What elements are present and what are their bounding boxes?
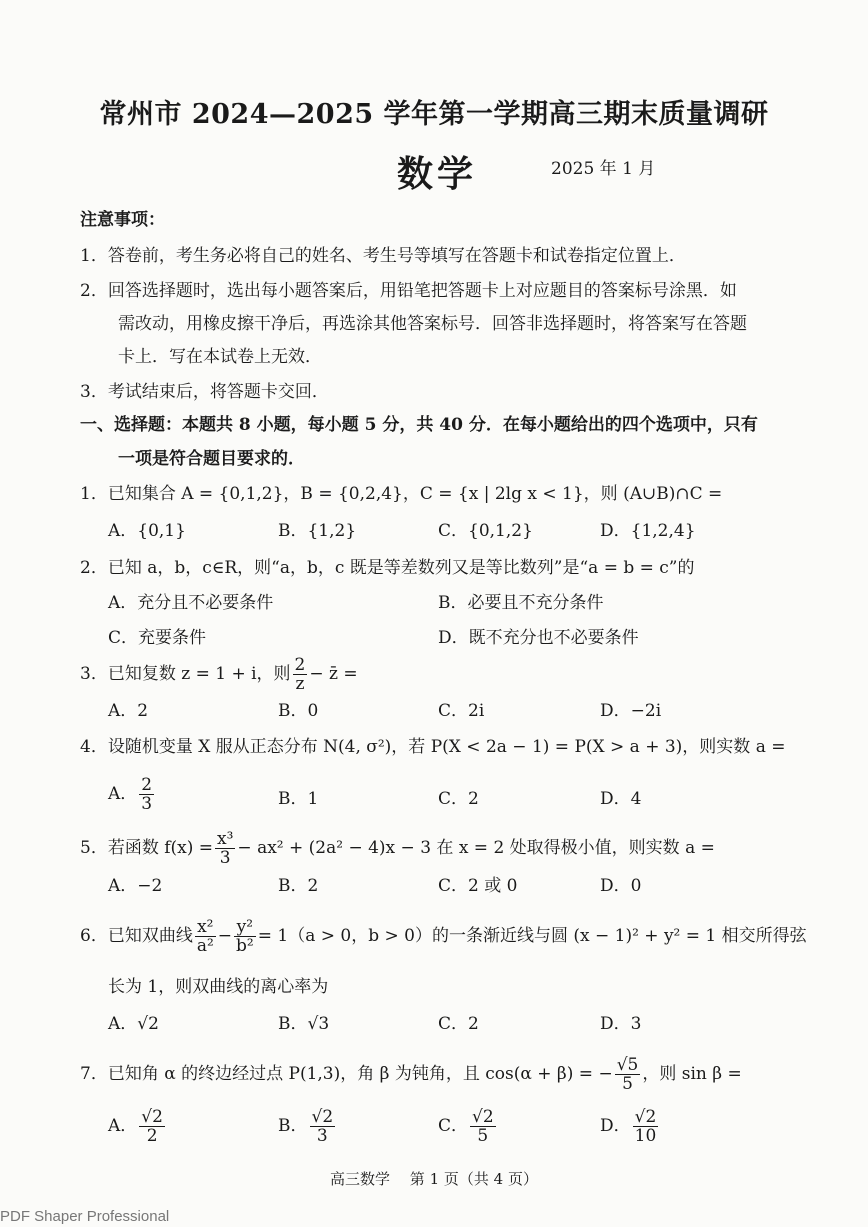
notice-heading: 注意事项： [80, 210, 165, 230]
notice-item-1: 1．答卷前，考生务必将自己的姓名、考生号等填写在答题卡和试卷指定位置上． [80, 246, 686, 266]
question-3-frac-num: 2 [294, 655, 306, 675]
question-7-option-a-label: A． [108, 1116, 138, 1136]
question-1-option-b: B．{1,2} [278, 521, 357, 541]
question-6-stem [80, 914, 807, 958]
question-7-option-c-num: √2 [472, 1107, 494, 1127]
section-heading: 一、选择题：本题共 8 小题，每小题 5 分，共 40 分．在每小题给出的四个选项中，只有 [80, 415, 758, 435]
question-2-stem: 2．已知 a，b，c∈R，则“a，b，c 既是等差数列又是等比数列”是“a = b = c”的 [80, 558, 695, 578]
question-6-fraction-1 [195, 918, 216, 955]
question-7-option-b-den: 3 [316, 1126, 328, 1146]
question-3-fraction [293, 656, 308, 693]
question-4-option-b: B．1 [278, 789, 319, 809]
question-5-option-d: D．0 [600, 876, 642, 896]
question-2-option-b: B．必要且不充分条件 [438, 593, 604, 613]
question-6-frac2-den: b² [236, 936, 254, 956]
question-5-stem-post: − ax² + (2a² − 4)x − 3 在 x = 2 处取得极小值，则实数 a = [237, 838, 715, 858]
question-3-stem-post: − z̄ = [309, 664, 358, 684]
question-7-option-b [278, 1106, 337, 1146]
question-1-option-d: D．{1,2,4} [600, 521, 696, 541]
question-7-option-d-label: D． [600, 1116, 631, 1136]
question-4-option-a [108, 774, 156, 814]
question-7-option-c-den: 5 [477, 1126, 489, 1146]
question-6-frac1-den: a² [196, 936, 214, 956]
question-6-option-a: A．√2 [108, 1014, 159, 1034]
exam-title: 常州市 2024—2025 学年第一学期高三期末质量调研 [99, 99, 769, 130]
question-7-option-b-fraction [310, 1108, 336, 1145]
question-1-option-c: C．{0,1,2} [438, 521, 533, 541]
notice-item-3: 3．考试结束后，将答题卡交回． [80, 382, 329, 402]
subject-heading: 数学 [397, 153, 478, 195]
question-1-stem: 1．已知集合 A = {0,1,2}，B = {0,2,4}，C = {x | 2lg x < 1}，则 (A∪B)∩C = [80, 484, 723, 504]
question-7-fraction [615, 1056, 641, 1093]
question-6-minus: − [217, 926, 233, 946]
question-3-stem [80, 654, 358, 694]
question-1-option-a: A．{0,1} [108, 521, 186, 541]
page-footer: 高三数学 第 1 页（共 4 页） [330, 1170, 538, 1188]
question-7-frac-den: 5 [622, 1074, 633, 1094]
question-5-frac-den: 3 [219, 848, 231, 868]
question-2-option-a: A．充分且不必要条件 [108, 593, 274, 613]
question-3-frac-den: z [295, 674, 305, 694]
question-7-option-a-num: √2 [141, 1107, 163, 1127]
question-5-frac-num: x³ [217, 829, 234, 849]
question-6-frac2-num: y² [234, 918, 256, 937]
section-heading-cont: 一项是符合题目要求的． [118, 449, 305, 469]
question-7-stem-pre: 7．已知角 α 的终边经过点 P(1,3)，角 β 为钝角，且 cos(α + β) = − [80, 1064, 613, 1084]
question-6-option-c: C．2 [438, 1014, 479, 1034]
question-4-option-c: C．2 [438, 789, 479, 809]
question-7-option-a [108, 1106, 167, 1146]
question-4-option-d: D．4 [600, 789, 642, 809]
question-6-fraction-2 [234, 918, 256, 955]
question-7-option-d [600, 1106, 660, 1146]
question-6-option-b: B．√3 [278, 1014, 330, 1034]
question-6-stem-post: = 1（a > 0，b > 0）的一条渐近线与圆 (x − 1)² + y² = 1 相交所得弦 [257, 926, 807, 946]
question-4-option-a-fraction [139, 776, 154, 813]
question-5-fraction [215, 830, 235, 867]
question-5-option-a: A．−2 [108, 876, 163, 896]
question-4-option-a-num: 2 [141, 775, 153, 795]
question-5-stem-pre: 5．若函数 f(x) = [80, 838, 214, 858]
question-5-option-c: C．2 或 0 [438, 876, 518, 896]
question-6-stem-cont: 长为 1，则双曲线的离心率为 [108, 977, 329, 997]
notice-item-2-end: 卡上．写在本试卷上无效． [118, 347, 322, 367]
question-3-option-b: B．0 [278, 701, 319, 721]
question-2-option-c: C．充要条件 [108, 628, 207, 648]
question-7-option-d-num: √2 [634, 1107, 657, 1127]
question-7-frac-num: √5 [616, 1055, 639, 1075]
notice-item-2-cont: 需改动，用橡皮擦干净后，再选涂其他答案标号．回答非选择题时，将答案写在答题 [118, 314, 747, 334]
question-4-stem: 4．设随机变量 X 服从正态分布 N(4, σ²)，若 P(X < 2a − 1) = P(X > a + 3)，则实数 a = [80, 737, 786, 757]
exam-date: 2025 年 1 月 [551, 159, 656, 179]
question-7-option-b-label: B． [278, 1116, 308, 1136]
question-5-option-b: B．2 [278, 876, 319, 896]
question-7-option-d-fraction [633, 1108, 659, 1145]
question-7-option-c-fraction [470, 1108, 496, 1145]
question-2-option-d: D．既不充分也不必要条件 [438, 628, 639, 648]
notice-item-2: 2．回答选择题时，选出每小题答案后，用铅笔把答题卡上对应题目的答案标号涂黑．如 [80, 281, 737, 301]
question-3-option-a: A．2 [108, 701, 149, 721]
question-7-option-c-label: C． [438, 1116, 469, 1136]
question-4-option-a-den: 3 [141, 794, 153, 814]
question-3-option-d: D．−2i [600, 701, 662, 721]
question-3-stem-pre: 3．已知复数 z = 1 + i，则 [80, 664, 291, 684]
question-7-option-a-den: 2 [146, 1126, 158, 1146]
question-7-option-c [438, 1106, 498, 1146]
question-7-stem [80, 1052, 742, 1096]
watermark: PDF Shaper Professional [0, 1208, 170, 1225]
question-7-option-a-fraction [139, 1108, 165, 1145]
question-7-option-d-den: 10 [634, 1126, 657, 1146]
question-7-option-b-num: √2 [311, 1107, 334, 1127]
question-6-option-d: D．3 [600, 1014, 642, 1034]
question-6-frac1-num: x² [195, 918, 216, 937]
question-6-stem-pre: 6．已知双曲线 [80, 926, 193, 946]
question-5-stem [80, 826, 715, 870]
question-7-stem-post: ，则 sin β = [642, 1064, 742, 1084]
question-4-option-a-label: A． [108, 784, 138, 804]
question-3-option-c: C．2i [438, 701, 485, 721]
